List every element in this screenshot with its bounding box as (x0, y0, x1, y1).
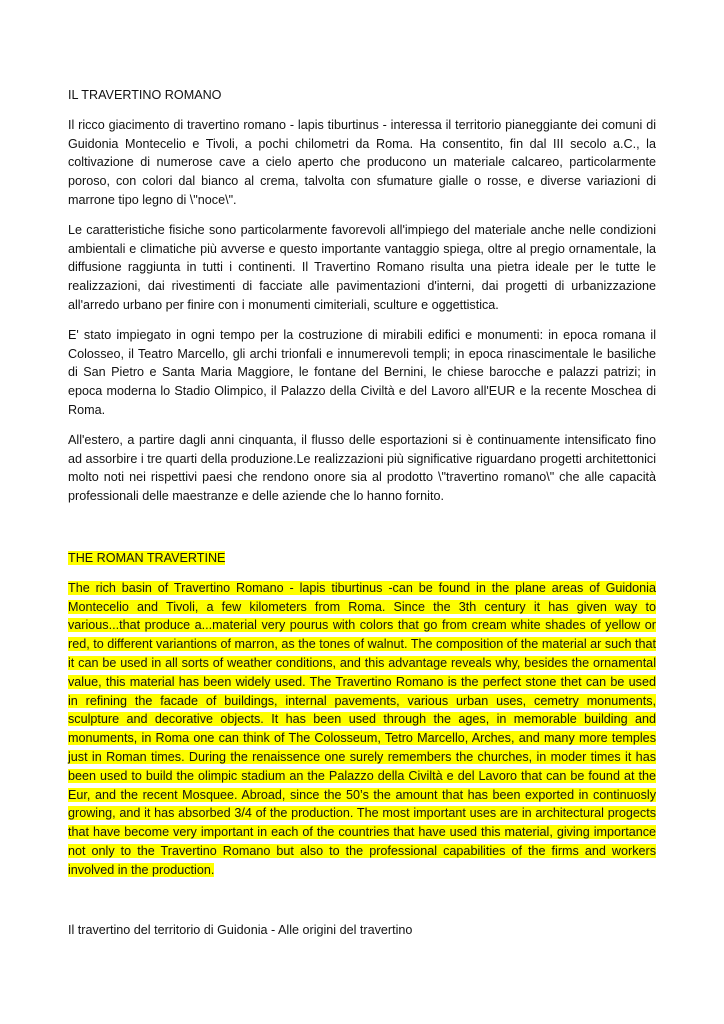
english-paragraph (68, 579, 656, 880)
footer-text: Il travertino del territorio di Guidonia - Alle origini del travertino (68, 923, 413, 938)
english-title (68, 549, 656, 568)
italian-paragraph-1: Il ricco giacimento di travertino romano - lapis tiburtinus - interessa il territorio pianeggiante dei comuni di Guidonia Montecelio e Tivoli, a pochi chilometri da Roma. Ha consentito, fin dal III secolo a.C., la coltivazione di numerose cave a cielo aperto che producono un materiale calcareo, particolarmente poroso, con colori dal bianco al crema, talvolta con sfumature gialle o rosse, e diverse variazioni di marrone tipo legno di \"noce\". (68, 117, 656, 207)
italian-title (68, 86, 656, 105)
italian-title-text: IL TRAVERTINO ROMANO (68, 88, 222, 102)
italian-paragraph-4: All'estero, a partire dagli anni cinquanta, il flusso delle esportazioni si è continuamente intensificato fino ad assorbire i tre quarti della produzione.Le realizzazioni più significative riguardano progetti architettonici molto noti nei rispettivi paesi che rendono onore sia al prodotto \"travertino romano\" che alle capacità professionali delle maestranze e delle aziende che lo hanno fornito. (68, 432, 656, 504)
italian-paragraph-2: Le caratteristiche fisiche sono particolarmente favorevoli all'impiego del materiale anche nelle condizioni ambientali e climatiche più avverse e questo importante vantaggio spiega, oltre al pregio ornamentale, la diffusione raggiunta in tutti i continenti. Il Travertino Romano risulta una pietra ideale per le tutte le realizzazioni, dai rivestimenti di facciate alle pavimentazioni d'interni, dai progetti di urbanizzazione all'arredo urbano per finire con i monumenti cimiteriali, sculture e oggettistica. (68, 222, 656, 312)
footer-line (68, 921, 656, 940)
section-gap (68, 517, 656, 549)
document-page (68, 86, 656, 951)
italian-paragraph-3: E' stato impiegato in ogni tempo per la costruzione di mirabili edifici e monumenti: in epoca romana il Colosseo, il Teatro Marcello, gli archi trionfali e innumerevoli templi; in epoca rinascimentale le basiliche di San Pietro e Santa Maria Maggiore, le fontane del Bernini, le chiese barocche e palazzi patrizi; in epoca moderna lo Stadio Olimpico, il Palazzo della Civiltà e del Lavoro all'EUR e la recente Moschea di Roma. (68, 327, 656, 417)
english-title-text: THE ROMAN TRAVERTINE (68, 550, 226, 565)
english-paragraph-text: The rich basin of Travertino Romano - lapis tiburtinus -can be found in the plane areas of Guidonia Montecelio and Tivoli, a few kilometers from Roma. Since the 3th century it has given way to various...that produce a...material very pourus with colors that go from cream white shades of yellow or red, to different variantions of marron, as the tones of walnut. The composition of the material ar such that it can be used in all sorts of weather conditions, and this advantage reveals why, besides the ornamental value, this material has been widely used. The Travertino Romano is the perfect stone thet can be used in refining the facade of buildings, internal pavements, various urban uses, cemetry monuments, sculpture and decorative objects. It has been used through the ages, in memorable building and monuments, in Roma one can think of The Colosseum, Tetro Marcello, Arches, and many more temples just in Roman times. During the renaissence one surely remembers the churches, in moder times it has been used to build the olimpic stadium an the Palazzo della Civiltà e del Lavoro that can be found at the Eur, and the recent Mosquee. Abroad, since the 50’s the amount that has been exported in continuosly growing, and it has absorbed 3/4 of the production. The most important uses are in architectural progects that have become very important in each of the countries that have used this material, giving importance not only to the Travertino Romano but also to the professional capabilities of the firms and workers involved in the production. (68, 580, 656, 877)
